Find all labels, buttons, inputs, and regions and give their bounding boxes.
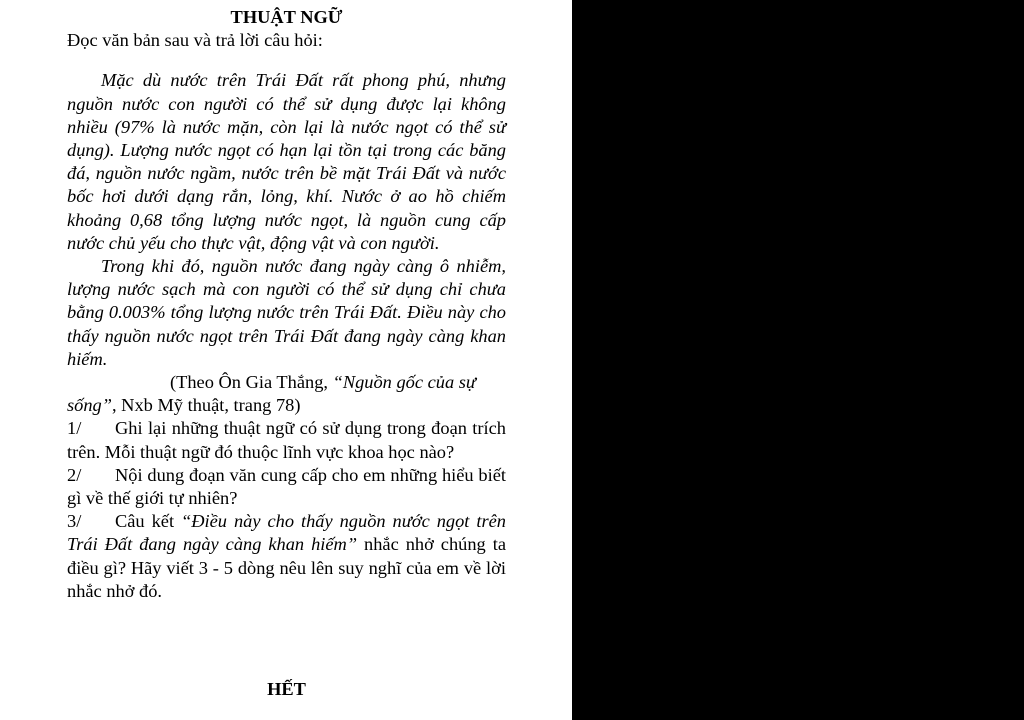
citation-book-title-1: “Nguồn gốc của sự xyxy=(332,372,476,393)
question-text: Nội dung đoạn văn cung cấp cho em những hiểu biết gì về thế giới tự nhiên? xyxy=(67,464,506,509)
question-text-before: Câu kết xyxy=(115,511,182,532)
citation-suffix: , Nxb Mỹ thuật, trang 78) xyxy=(111,395,301,416)
citation-line-2 xyxy=(67,394,506,417)
question-number: 1/ xyxy=(67,418,82,439)
question-quote: “Điều này cho thấy nguồn nước ngọt trên Trái Đất đang ngày càng khan hiếm” xyxy=(67,511,506,555)
end-marker: HẾT xyxy=(267,679,306,699)
document-content xyxy=(67,6,506,699)
document-title: THUẬT NGỮ xyxy=(230,7,343,27)
question-number: 3/ xyxy=(67,511,82,532)
question-2 xyxy=(67,464,506,510)
citation-prefix: (Theo Ôn Gia Thắng, xyxy=(170,372,333,393)
citation-book-title-2: sống” xyxy=(67,395,112,416)
passage-paragraph-1: Mặc dù nước trên Trái Đất rất phong phú, nhưng nguồn nước con người có thể sử dụng được lại không nhiều (97% là nước mặn, còn lại là nước ngọt có thể sử dụng). Lượng nước ngọt có hạn lại tồn tại trong các băng đá, nguồn nước ngầm, nước trên bề mặt Trái Đất và nước bốc hơi dưới dạng rắn, lỏng, khí. Nước ở ao hồ chiếm khoảng 0,68 tổng lượng nước ngọt, là nguồn cung cấp nước chủ yếu cho thực vật, động vật và con người. xyxy=(67,70,506,253)
instruction: Đọc văn bản sau và trả lời câu hỏi: xyxy=(67,30,323,51)
question-number: 2/ xyxy=(67,464,82,485)
question-text: Ghi lại những thuật ngữ có sử dụng trong đoạn trích trên. Mỗi thuật ngữ đó thuộc lĩnh vực khoa học nào? xyxy=(67,418,506,462)
citation-line-1 xyxy=(67,371,506,394)
black-area xyxy=(572,0,1024,720)
question-1 xyxy=(67,417,506,463)
question-text-after: nhắc nhở chúng ta điều gì? Hãy viết 3 - 5 dòng nêu lên suy nghĩ của em về lời nhắc nhở đó. xyxy=(67,534,506,601)
passage-paragraph-2: Trong khi đó, nguồn nước đang ngày càng ô nhiễm, lượng nước sạch mà con người có thể sử dụng chỉ chưa bằng 0.003% tổng lượng nước trên Trái Đất. Điều này cho thấy nguồn nước ngọt trên Trái Đất đang ngày càng khan hiếm. xyxy=(67,256,506,369)
spacer xyxy=(67,52,506,69)
question-3 xyxy=(67,510,506,603)
